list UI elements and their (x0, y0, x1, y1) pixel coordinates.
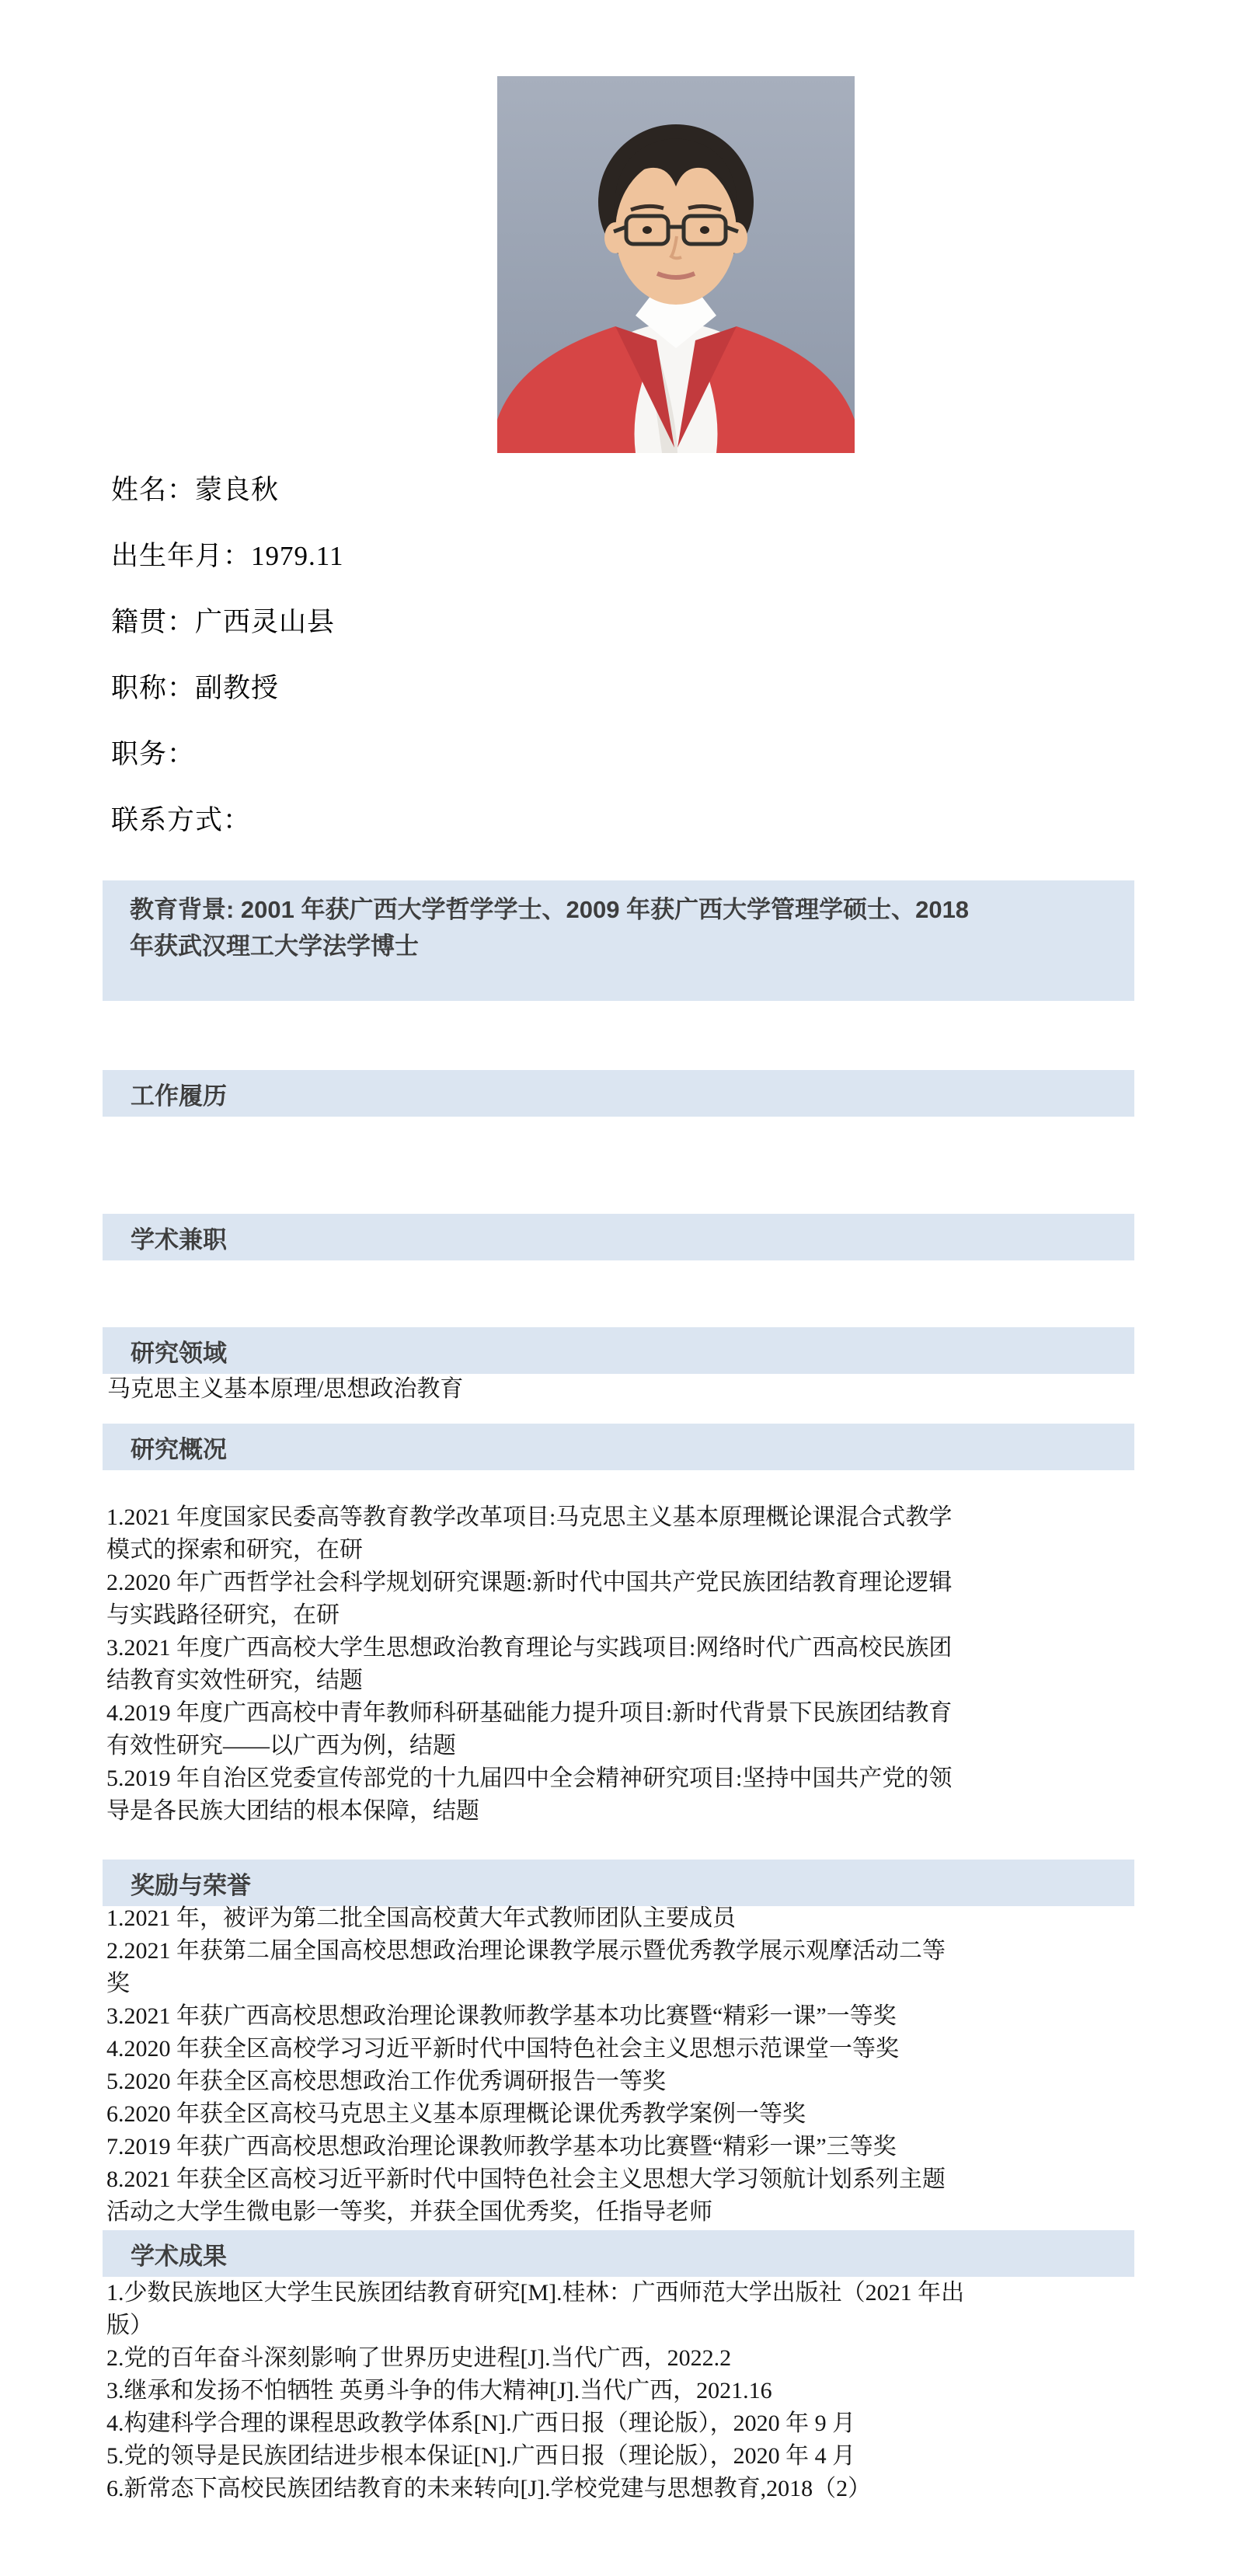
research-area-content: 马克思主义基本原理/思想政治教育 (107, 1376, 464, 1402)
list-item: 3.2021 年度广西高校大学生思想政治教育理论与实践项目:网络时代广西高校民族团结教育实效性研究，结题 (106, 1635, 953, 1693)
section-title: 奖励与荣誉 (131, 1871, 251, 1899)
research-overview-list (106, 1501, 961, 1828)
section-header-achievements (103, 2230, 1134, 2277)
section-header-research-overview (103, 1424, 1134, 1470)
list-item: 2.2020 年广西哲学社会科学规划研究课题:新时代中国共产党民族团结教育理论逻辑与实践路径研究，在研 (106, 1570, 953, 1628)
list-item: 8.2021 年获全区高校习近平新时代中国特色社会主义思想大学习领航计划系列主题活动之大学生微电影一等奖，并获全国优秀奖，任指导老师 (106, 2166, 946, 2225)
list-item: 5.2019 年自治区党委宣传部党的十九届四中全会精神研究项目:坚持中国共产党的领导是各民族大团结的根本保障，结题 (106, 1766, 953, 1824)
achievements-list (106, 2277, 977, 2505)
list-item: 2.党的百年奋斗深刻影响了世界历史进程[J].当代广西，2022.2 (106, 2345, 732, 2371)
list-item: 4.2020 年获全区高校学习习近平新时代中国特色社会主义思想示范课堂一等奖 (106, 2036, 899, 2062)
info-line-title: 职称：副教授 (111, 673, 280, 703)
portrait-illustration (497, 76, 855, 453)
section-title: 研究概况 (131, 1435, 227, 1463)
section-header-academic-positions (103, 1214, 1134, 1260)
section-title: 工作履历 (131, 1082, 227, 1110)
list-item: 4.构建科学合理的课程思政教学体系[N].广西日报（理论版），2020 年 9 月 (106, 2410, 856, 2436)
list-item: 4.2019 年度广西高校中青年教师科研基础能力提升项目:新时代背景下民族团结教育有效性研究——以广西为例，结题 (106, 1700, 953, 1759)
info-line-position: 职务： (111, 739, 196, 769)
list-item: 1.2021 年度国家民委高等教育教学改革项目:马克思主义基本原理概论课混合式教学模式的探索和研究，在研 (106, 1504, 953, 1563)
section-header-research-area (103, 1327, 1134, 1374)
info-line-name: 姓名：蒙良秋 (111, 475, 280, 505)
personal-info-block (111, 457, 343, 853)
info-line-birth: 出生年月：1979.11 (111, 541, 344, 571)
list-item: 5.党的领导是民族团结进步根本保证[N].广西日报（理论版），2020 年 4 月 (106, 2443, 856, 2469)
list-item: 1.少数民族地区大学生民族团结教育研究[M].桂林：广西师范大学出版社（2021 年出版） (106, 2280, 965, 2338)
list-item: 1.2021 年，被评为第二批全国高校黄大年式教师团队主要成员 (106, 1905, 736, 1931)
list-item: 6.新常态下高校民族团结教育的未来转向[J].学校党建与思想教育,2018（2） (106, 2476, 872, 2501)
section-header-awards (103, 1860, 1134, 1906)
list-item: 2.2021 年获第二届全国高校思想政治理论课教学展示暨优秀教学展示观摩活动二等奖 (106, 1938, 946, 1996)
section-title: 研究领域 (131, 1339, 227, 1367)
list-item: 3.2021 年获广西高校思想政治理论课教师教学基本功比赛暨“精彩一课”一等奖 (106, 2003, 897, 2029)
list-item: 7.2019 年获广西高校思想政治理论课教师教学基本功比赛暨“精彩一课”三等奖 (106, 2134, 897, 2159)
education-background-text: 教育背景: 2001 年获广西大学哲学学士、2009 年获广西大学管理学硕士、2018 年获武汉理工大学法学博士 (130, 896, 970, 960)
section-title: 学术兼职 (131, 1225, 227, 1253)
section-title: 学术成果 (131, 2242, 227, 2270)
list-item: 3.继承和发扬不怕牺牲 英勇斗争的伟大精神[J].当代广西，2021.16 (106, 2378, 772, 2403)
section-header-work-history (103, 1070, 1134, 1117)
list-item: 6.2020 年获全区高校马克思主义基本原理概论课优秀教学案例一等奖 (106, 2101, 806, 2127)
section-education-box (103, 880, 1134, 1001)
info-line-contact: 联系方式： (111, 805, 252, 835)
info-line-native-place: 籍贯：广西灵山县 (111, 607, 336, 637)
list-item: 5.2020 年获全区高校思想政治工作优秀调研报告一等奖 (106, 2069, 666, 2094)
awards-list (106, 1902, 961, 2229)
profile-photo (497, 76, 855, 453)
